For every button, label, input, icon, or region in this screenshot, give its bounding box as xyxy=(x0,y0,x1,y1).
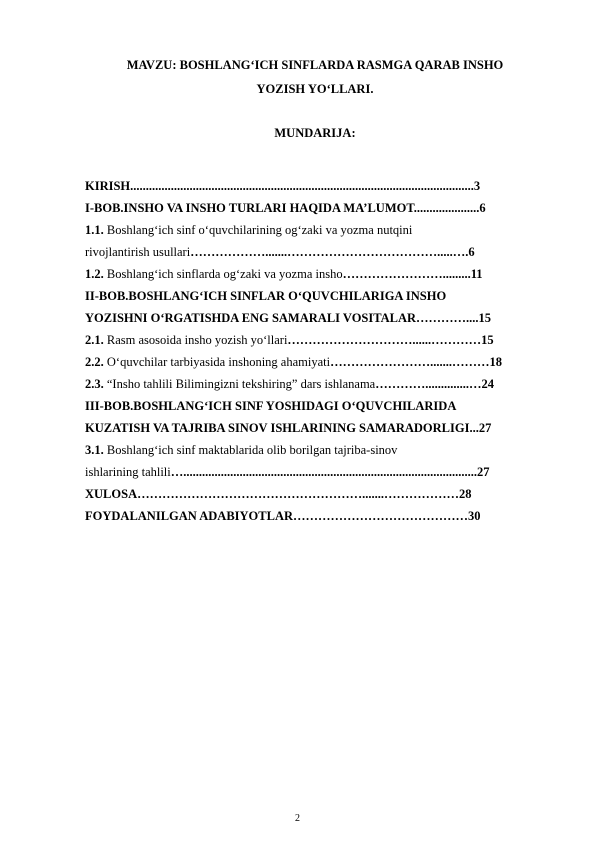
page-number: 2 xyxy=(295,813,300,824)
toc-leader-page: …………..............…24 xyxy=(375,377,494,391)
toc-leader-page: …………………….........11 xyxy=(342,267,483,281)
toc-entry-1-1 xyxy=(85,219,547,241)
toc-entry-references: FOYDALANILGAN ADABIYOTLAR……………………………………30 xyxy=(85,509,481,523)
toc-leader-page: …………………….......………18 xyxy=(330,355,502,369)
toc-text: O‘quvchilar tarbiyasida inshoning ahamiyati xyxy=(103,355,331,369)
toc-number: 3.1. xyxy=(85,443,104,457)
toc-entry-2-2 xyxy=(85,351,547,373)
toc-leader-page: …………………………......…………15 xyxy=(287,333,494,347)
toc-text: Boshlang‘ich sinf o‘quvchilarining og‘zaki va yozma nutqini xyxy=(103,223,413,237)
toc-entry-3-1 xyxy=(85,439,547,461)
title-line-1: MAVZU: BOSHLANG‘ICH SINFLARDA RASMGA QARAB INSHO xyxy=(126,58,504,72)
document-title xyxy=(80,53,550,101)
toc-entry-2-3 xyxy=(85,373,547,395)
toc-text: “Insho tahlili Bilimingizni tekshiring” dars ishlanama xyxy=(103,377,376,391)
toc-text: Boshlang‘ich sinflarda og‘zaki va yozma insho xyxy=(103,267,343,281)
toc-entry-chapter-2-continued: YOZISHNI O‘RGATISHDA ENG SAMARALI VOSITALAR…………....15 xyxy=(85,311,492,325)
toc-entry-chapter-1: I-BOB.INSHO VA INSHO TURLARI HAQIDA MA’LUMOT.....................6 xyxy=(85,201,486,215)
toc-text: Rasm asosoida insho yozish yo‘llari xyxy=(103,333,288,347)
toc-text: rivojlantirish usullari xyxy=(85,245,191,259)
toc-entry-chapter-3: III-BOB.BOSHLANG‘ICH SINF YOSHIDAGI O‘QUVCHILARIDA xyxy=(85,399,457,413)
toc-entry-chapter-2: II-BOB.BOSHLANG‘ICH SINFLAR O‘QUVCHILARIGA INSHO xyxy=(85,289,447,303)
toc-entry-chapter-3-continued: KUZATISH VA TAJRIBA SINOV ISHLARINING SAMARADORLIGI...27 xyxy=(85,421,492,435)
toc-number: 2.2. xyxy=(85,355,104,369)
toc-number: 1.1. xyxy=(85,223,104,237)
toc-number: 2.1. xyxy=(85,333,104,347)
toc-leader-page: …..............................................................................................27 xyxy=(170,465,490,479)
toc-entry-2-1 xyxy=(85,329,547,351)
toc-number: 2.3. xyxy=(85,377,104,391)
toc-text: Boshlang‘ich sinf maktablarida olib borilgan tajriba-sinov xyxy=(103,443,398,457)
title-line-2: YOZISH YO‘LLARI. xyxy=(256,82,374,96)
toc-entry-3-1-continued xyxy=(85,461,547,483)
toc-entry-introduction: KIRISH..............................................................................................................3 xyxy=(85,179,481,193)
toc-entry-1-2 xyxy=(85,263,547,285)
toc-entry-1-1-continued xyxy=(85,241,547,263)
toc-leader-page: ……………….......……………………………….....….6 xyxy=(190,245,475,259)
toc-entry-conclusion: XULOSA……………………………………………….......………………28 xyxy=(85,487,472,501)
table-of-contents xyxy=(85,175,547,527)
toc-text: ishlarining tahlili xyxy=(85,465,171,479)
toc-heading: MUNDARIJA: xyxy=(274,126,356,140)
toc-number: 1.2. xyxy=(85,267,104,281)
